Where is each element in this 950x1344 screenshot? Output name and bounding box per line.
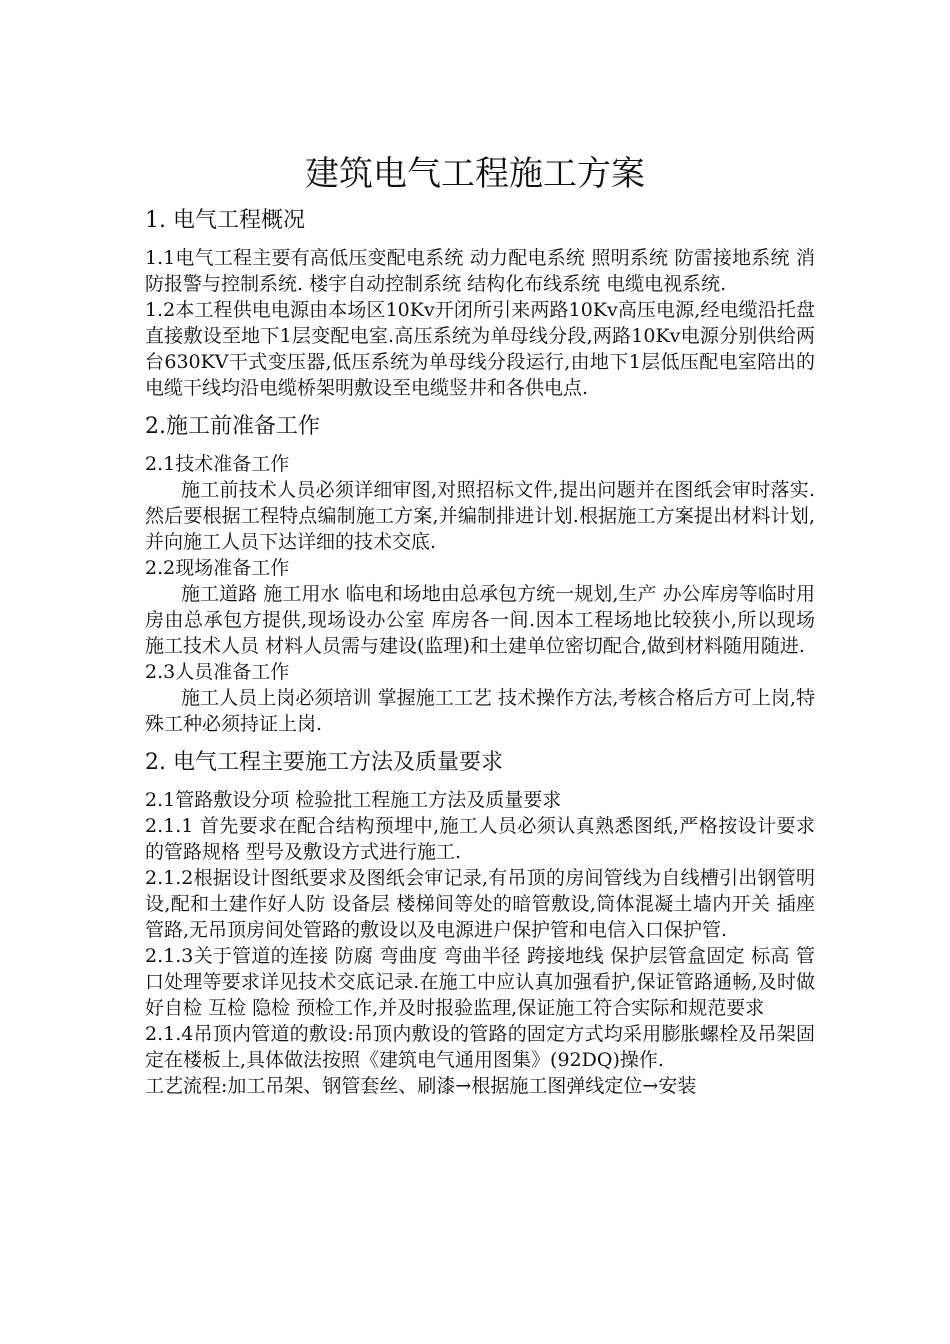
- section-heading-methods: 2. 电气工程主要施工方法及质量要求: [145, 750, 503, 775]
- document-body: [145, 205, 815, 1099]
- document-title: 建筑电气工程施工方案: [305, 154, 645, 194]
- subheading-2-2: 2.2现场准备工作: [145, 557, 290, 579]
- paragraph-2-3: 施工人员上岗必须培训 掌握施工工艺 技术操作方法,考核合格后方可上岗,特殊工种必须持证上岗.: [145, 687, 815, 735]
- paragraph-2-1-intro: 2.1管路敷设分项 检验批工程施工方法及质量要求: [145, 789, 562, 811]
- paragraph-2-1-2: 2.1.2根据设计图纸要求及图纸会审记录,有吊顶的房间管线为自线槽引出钢管明设,配和土建作好人防 设备层 楼梯间等处的暗管敷设,筒体混凝土墙内开关 插座管路,无吊顶房间处管路的敷设以及电源进户保护管和电信入口保护管.: [145, 867, 815, 941]
- paragraph-1-1: 1.1电气工程主要有高低压变配电系统 动力配电系统 照明系统 防雷接地系统 消防报警与控制系统. 楼宇自动控制系统 结构化布线系统 电缆电视系统.: [145, 247, 815, 295]
- paragraph-process-flow: 工艺流程:加工吊架、钢管套丝、刷漆→根据施工图弹线定位→安装: [145, 1075, 697, 1097]
- paragraph-2-1: 施工前技术人员必须详细审图,对照招标文件,提出问题并在图纸会审时落实.然后要根据工程特点编制施工方案,并编制排进计划.根据施工方案提出材料计划,并向施工人员下达详细的技术交底.: [145, 479, 815, 553]
- paragraph-2-2: 施工道路 施工用水 临电和场地由总承包方统一规划,生产 办公库房等临时用房由总承包方提供,现场设办公室 库房各一间.因本工程场地比较狭小,所以现场施工技术人员 材料人员需与建设(监理)和土建单位密切配合,做到材料随用随进.: [145, 583, 815, 657]
- section-heading-preparation: 2.施工前准备工作: [145, 414, 320, 439]
- subheading-2-3: 2.3人员准备工作: [145, 661, 290, 683]
- paragraph-1-2: 1.2本工程供电电源由本场区10Kv开闭所引来两路10Kv高压电源,经电缆沿托盘直接敷设至地下1层变配电室.高压系统为单母线分段,两路10Kv电源分别供给两台630KV干式变压器,低压系统为单母线分段运行,由地下1层低压配电室陪出的电缆干线均沿电缆桥架明敷设至电缆竖井和各供电点.: [145, 299, 815, 399]
- section-heading-overview: 1. 电气工程概况: [145, 208, 305, 233]
- paragraph-2-1-4: 2.1.4吊顶内管道的敷设:吊顶内敷设的管路的固定方式均采用膨胀螺栓及吊架固定在楼板上,具体做法按照《建筑电气通用图集》(92DQ)操作.: [145, 1023, 815, 1071]
- paragraph-2-1-3: 2.1.3关于管道的连接 防腐 弯曲度 弯曲半径 跨接地线 保护层管盒固定 标高 管口处理等要求详见技术交底记录.在施工中应认真加强看护,保证管路通畅,及时做好自检 互检 隐检 预检工作,并及时报验监理,保证施工符合实际和规范要求: [145, 945, 815, 1019]
- subheading-2-1: 2.1技术准备工作: [145, 453, 290, 475]
- paragraph-2-1-1: 2.1.1 首先要求在配合结构预埋中,施工人员必须认真熟悉图纸,严格按设计要求的管路规格 型号及敷设方式进行施工.: [145, 815, 815, 863]
